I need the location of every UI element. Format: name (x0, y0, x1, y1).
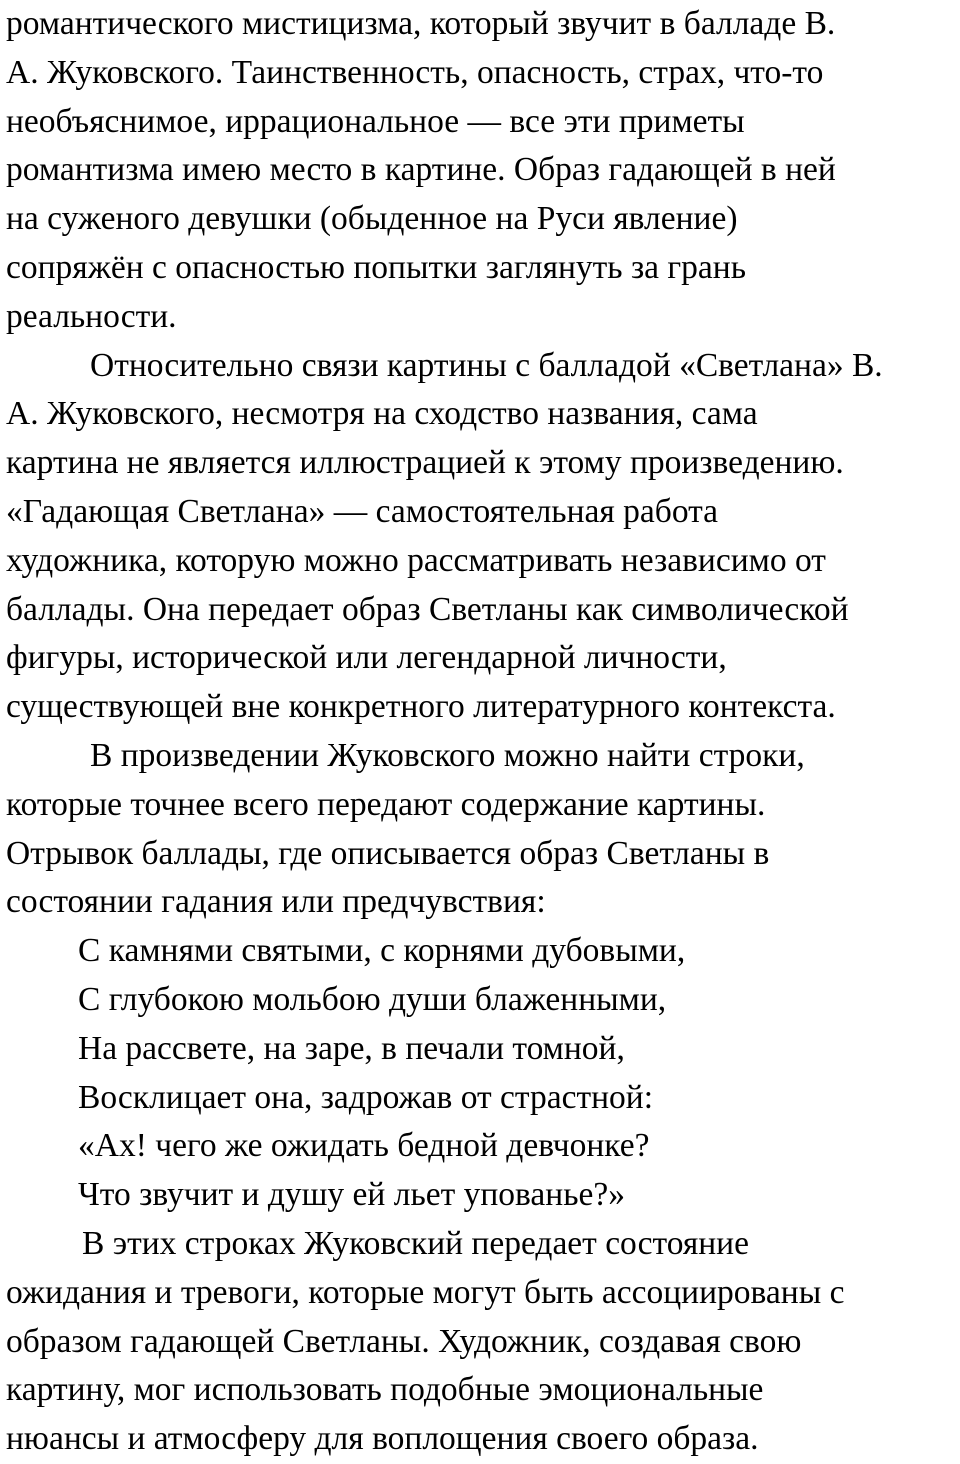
document-page (6, 0, 960, 1464)
text-line: которые точнее всего передают содержание картины. (6, 785, 766, 823)
verse-quote (6, 927, 960, 1220)
text-line: картина не является иллюстрацией к этому произведению. (6, 444, 844, 482)
text-line: фигуры, исторической или легендарной личности, (6, 639, 727, 677)
paragraph-conclusion (6, 1220, 960, 1464)
text-line: необъяснимое, иррациональное — все эти приметы (6, 102, 745, 140)
text-line: сопряжён с опасностью попытки заглянуть за грань (6, 248, 746, 286)
verse-line: С глубокою мольбою души блаженными, (78, 980, 667, 1018)
text-line: существующей вне конкретного литературного контекста. (6, 688, 836, 726)
text-line: на суженого девушки (обыденное на Руси явление) (6, 200, 738, 238)
text-line: романтизма имею место в картине. Образ гадающей в ней (6, 151, 836, 189)
text-line: Относительно связи картины с балладой «Светлана» В. (90, 346, 883, 384)
verse-line: «Ах! чего же ожидать бедной девчонке? (78, 1127, 650, 1165)
text-line: баллады. Она передает образ Светланы как символической (6, 590, 849, 628)
text-line: ожидания и тревоги, которые могут быть ассоциированы с (6, 1273, 845, 1311)
text-line: нюансы и атмосферу для воплощения своего образа. (6, 1420, 759, 1458)
verse-line: Восклицает она, задрожав от страстной: (78, 1078, 653, 1116)
text-line: художника, которую можно рассматривать независимо от (6, 541, 826, 579)
paragraph-verse-intro (6, 732, 960, 927)
text-line: состоянии гадания или предчувствия: (6, 883, 546, 921)
text-line: реальности. (6, 297, 177, 335)
text-line: «Гадающая Светлана» — самостоятельная работа (6, 492, 719, 530)
verse-line: На рассвете, на заре, в печали томной, (78, 1029, 625, 1067)
text-line: Отрывок баллады, где описывается образ Светланы в (6, 834, 770, 872)
text-line: картину, мог использовать подобные эмоциональные (6, 1371, 764, 1409)
paragraph-relation-to-ballad (6, 342, 960, 732)
text-line: образом гадающей Светланы. Художник, создавая свою (6, 1322, 802, 1360)
paragraph-continuation (6, 0, 960, 342)
text-line: романтического мистицизма, который звучит в балладе В. (6, 5, 836, 42)
verse-line: С камнями святыми, с корнями дубовыми, (78, 932, 686, 970)
text-line: В произведении Жуковского можно найти строки, (90, 736, 805, 774)
text-line: В этих строках Жуковский передает состояние (82, 1224, 749, 1262)
verse-line: Что звучит и душу ей льет упованье?» (78, 1176, 625, 1214)
text-line: А. Жуковского, несмотря на сходство названия, сама (6, 395, 758, 433)
text-line: А. Жуковского. Таинственность, опасность, страх, что-то (6, 53, 824, 91)
